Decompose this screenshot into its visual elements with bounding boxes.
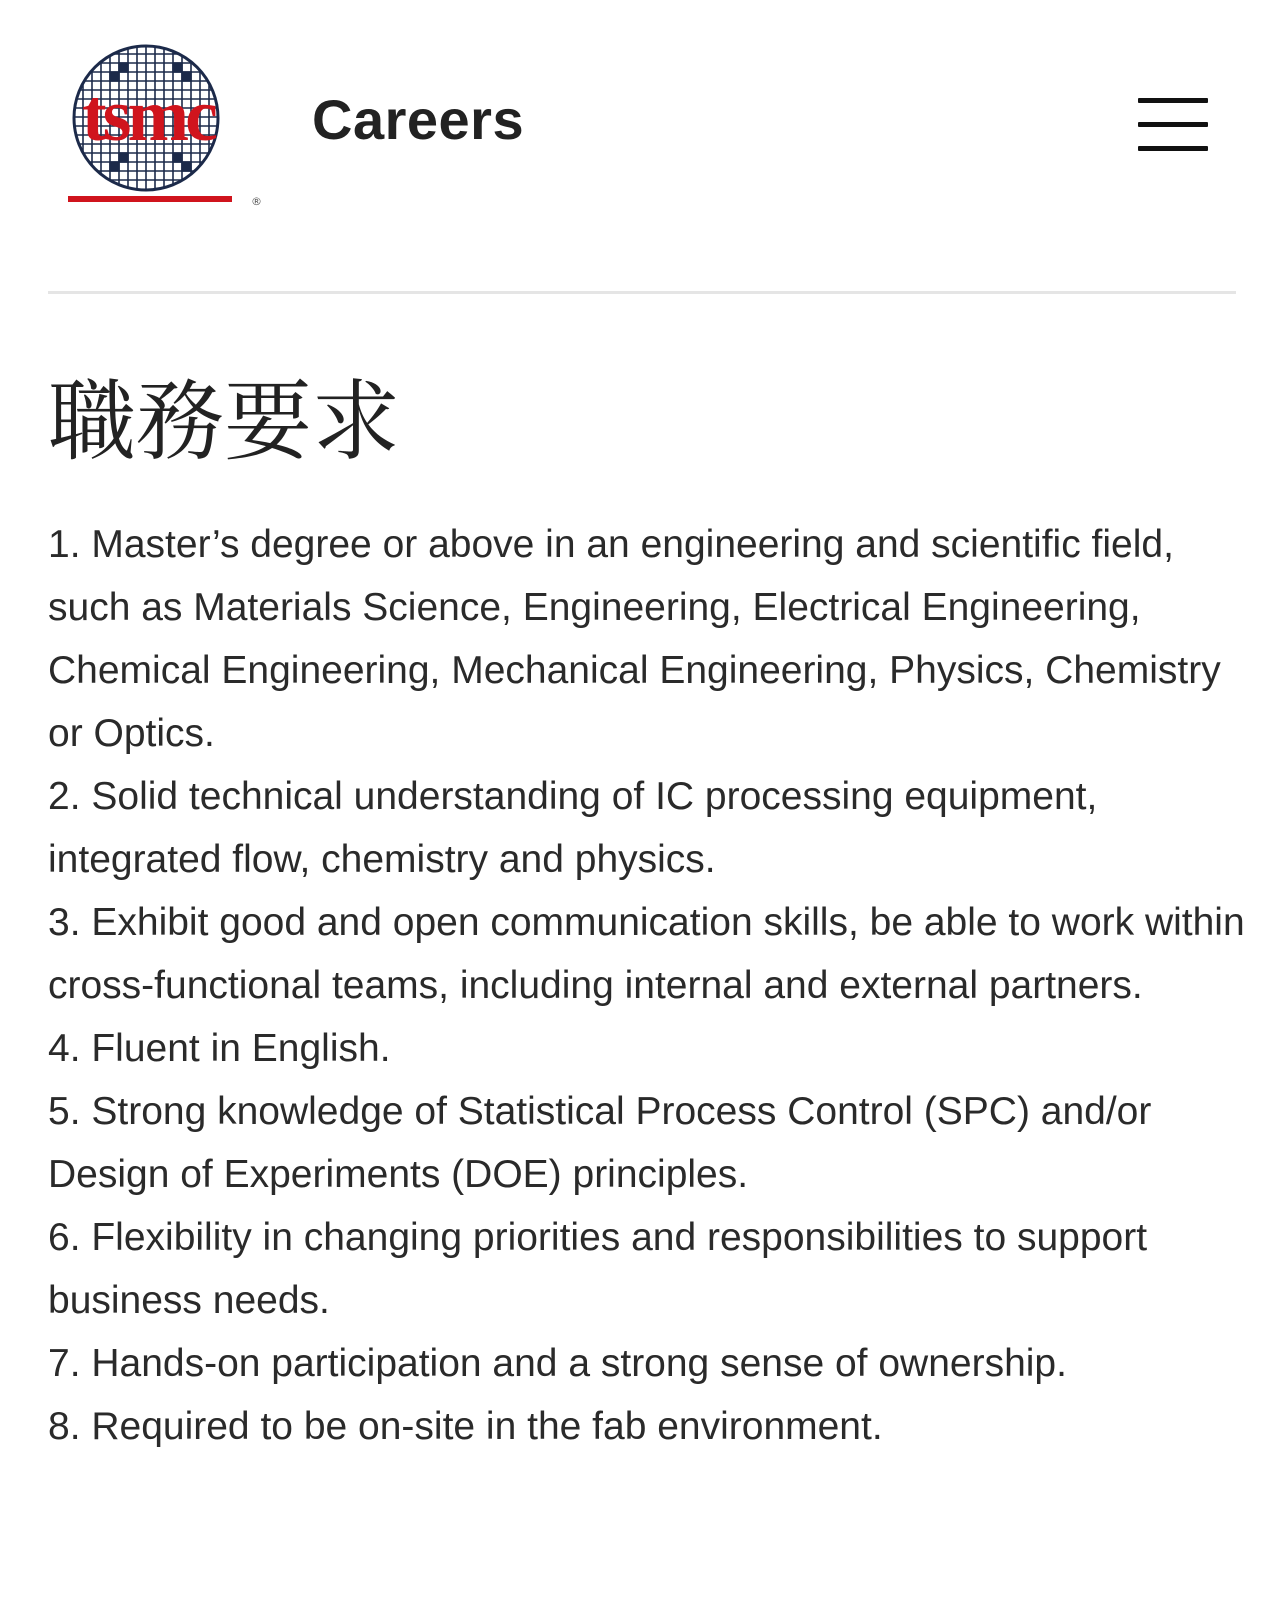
hamburger-menu-icon	[1138, 98, 1208, 103]
tsmc-wordmark: tsmc	[82, 75, 214, 157]
requirement-item: 2. Solid technical understanding of IC processing equipment, integrated flow, chemistry and physics.	[48, 775, 1098, 881]
requirement-item: 3. Exhibit good and open communication skills, be able to work within cross-functional teams, including internal and external partners.	[48, 901, 1245, 1007]
requirement-item: 8. Required to be on-site in the fab environment.	[48, 1405, 883, 1448]
tsmc-logo[interactable]	[46, 40, 264, 212]
header-divider	[48, 291, 1236, 294]
requirement-item: 5. Strong knowledge of Statistical Process Control (SPC) and/or Design of Experiments (DOE) principles.	[48, 1090, 1152, 1196]
requirements-list	[48, 513, 1248, 1458]
hamburger-menu-icon	[1138, 122, 1208, 127]
site-header	[0, 0, 1284, 290]
requirement-item: 7. Hands-on participation and a strong sense of ownership.	[48, 1342, 1067, 1385]
registered-mark: ®	[251, 195, 262, 208]
requirement-item: 4. Fluent in English.	[48, 1027, 391, 1070]
hamburger-menu-button[interactable]	[1134, 96, 1210, 160]
requirement-item: 6. Flexibility in changing priorities and responsibilities to support business needs.	[48, 1216, 1148, 1322]
tsmc-logo-icon	[46, 40, 264, 212]
section-heading: 職務要求	[48, 370, 401, 473]
page-title[interactable]: Careers	[312, 88, 525, 151]
hamburger-menu-icon	[1138, 146, 1208, 151]
requirement-item: 1. Master’s degree or above in an engineering and scientific field, such as Materials Science, Engineering, Electrical Engineering, Chemical Engineering, Mechanical Engineering, Physics, Chemistry or Optics.	[48, 523, 1221, 755]
